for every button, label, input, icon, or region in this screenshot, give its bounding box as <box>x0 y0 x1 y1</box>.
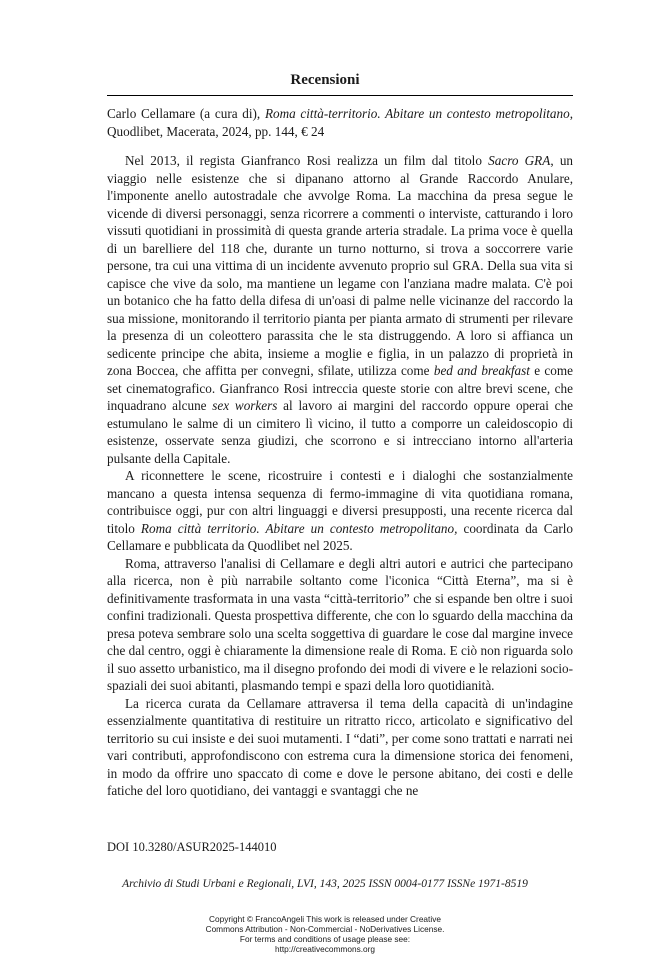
citation-publisher: , Quodlibet, Macerata, 2024, pp. 144, € 24 <box>107 106 573 139</box>
p1-text-2: , un viaggio nelle esistenze che si dipanano attorno al Grande Raccordo Anulare, l'imponente anello autostradale che avvolge Roma. La macchina da presa segue le vicende di diversi personaggi, senza ricorrere a commenti o interviste, catturando i loro vissuti quotidiani in prossimità di questa grande arteria stradale. La prima voce è quella di un barelliere del 118 che, durante un turno notturno, si trova a soccorrere varie persone, tra cui una vittima di un incidente avvenuto proprio sul GRA. Della sua vita si capisce che vive da solo, ma mantiene un legame con l'anziana madre malata. C'è poi un botanico che ha fatto della difesa di un'oasi di palme nelle vicinanze del raccordo la sua missione, monitorando il territorio pianta per pianta armato di strumenti per rilevare la presenza di un coleottero parassita che le sta distruggendo. A loro si affianca un sedicente principe che abita, insieme a moglie e figlia, in un palazzo di proprietà in zona Boccea, che affitta per convegni, sfilate, utilizza come <box>107 153 574 378</box>
paragraph-1 <box>107 152 573 467</box>
license-line-1: Copyright © FrancoAngeli This work is released under Creative <box>209 914 441 924</box>
citation-author: Carlo Cellamare (a cura di), <box>107 106 265 121</box>
p2-text-1: A riconnettere le scene, ricostruire i contesti e i dialoghi che sostanzialmente mancano a questa intensa sequenza di fermo-immagine di vita quotidiana romana, contribuisce oggi, pur con altri linguaggi e diversi presupposti, una recente ricerca dal titolo <box>107 468 573 536</box>
term-bed-and-breakfast: bed and breakfast <box>433 363 530 378</box>
p1-text-1: Nel 2013, il regista Gianfranco Rosi realizza un film dal titolo <box>125 153 489 168</box>
paragraph-3: Roma, attraverso l'analisi di Cellamare e degli altri autori e autrici che partecipano alla ricerca, non è più narrabile soltanto come l'iconica “Città Eterna”, ma si è definitivamente trasformata in una vasta “città-territorio” che si espande ben oltre i suoi confini tradizionali. Questa prospettiva differente, che con lo sguardo della macchina da presa poteva sembrare solo una scelta soggettiva di guardare le cose dal margine invece che dal centro, oggi è chiaramente la dimensione reale di Roma. E ciò non riguarda solo il suo assetto urbanistico, ma il disegno profondo dei modi di vivere e le relazioni socio-spaziali dei suoi abitanti, plasmando tempi e spazi della loro quotidianità. <box>107 555 573 693</box>
journal-footer: Archivio di Studi Urbani e Regionali, LVI, 143, 2025 ISSN 0004-0177 ISSNe 1971-8519 <box>122 878 528 890</box>
p1-text-4: al lavoro ai margini del raccordo oppure operai che estumulano le salme di un cimitero lì vicino, il tutto a comporre un caleidoscopio di esistenze, osservate senza giudizi, che scorrono e si intrecciano intorno all'arteria pulsante della Capitale. <box>107 398 573 466</box>
p2-text-2: coordinata da Carlo Cellamare e pubblicata da Quodlibet nel 2025. <box>107 520 574 553</box>
p1-text-3: e come set cinematografico. Gianfranco Rosi intreccia queste storie con altre brevi scene, che inquadrano alcune <box>107 363 573 413</box>
license-notice <box>0 914 650 954</box>
license-line-3: For terms and conditions of usage please see: <box>239 934 411 944</box>
section-title: Recensioni <box>290 72 360 88</box>
paragraph-4: La ricerca curata da Cellamare attraversa il tema della capacità di un'indagine essenzialmente quantitativa di restituire un ritratto ricco, articolato e significativo del territorio su cui insiste e dei suoi mutamenti. I “dati”, per come sono trattati e narrati nei vari contributi, approfondiscono con estrema cura la dimensione storica dei fenomeni, in modo da offrire uno spaccato di come e dove le persone abitano, dei costi e delle fatiche del loro quotidiano, dei vantaggi e svantaggi che ne <box>107 695 573 798</box>
term-sex-workers: sex workers <box>212 398 278 413</box>
film-title: Sacro GRA <box>488 153 551 168</box>
review-body <box>107 152 573 800</box>
paragraph-2 <box>107 467 573 555</box>
book-citation <box>107 105 573 140</box>
book-title: Roma città territorio. Abitare un contesto metropolitano, <box>140 520 458 536</box>
header-rule <box>107 95 573 96</box>
citation-title: Roma città-territorio. Abitare un contesto metropolitano <box>264 106 570 121</box>
doi: DOI 10.3280/ASUR2025-144010 <box>107 840 277 854</box>
license-line-2: Commons Attribution - Non-Commercial - NoDerivatives License. <box>205 924 445 934</box>
license-link[interactable]: http://creativecommons.org <box>274 944 376 954</box>
